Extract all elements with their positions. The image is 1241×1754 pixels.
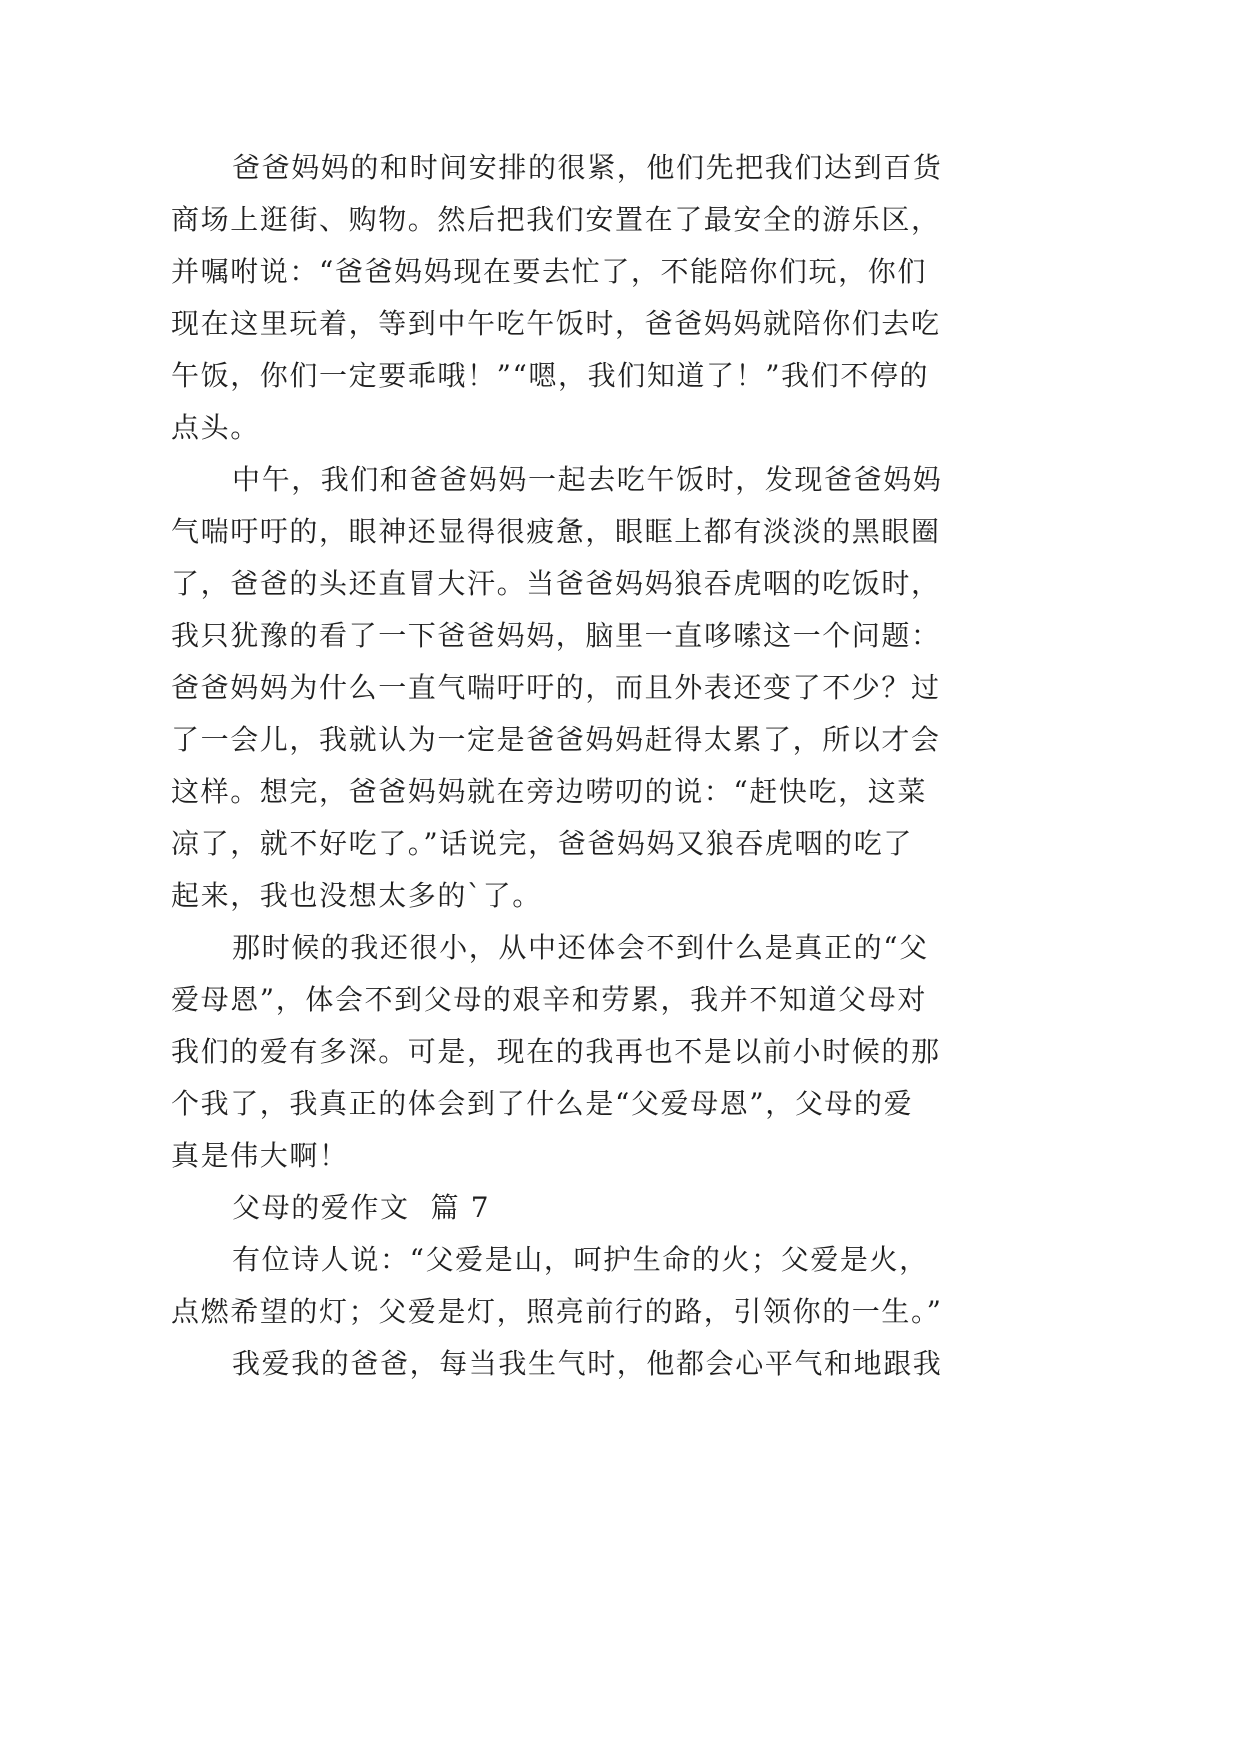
text-line: 我只犹豫的看了一下爸爸妈妈，脑里一直哆嗦这一个问题： [171, 619, 941, 652]
text-line: 现在这里玩着，等到中午吃午饭时，爸爸妈妈就陪你们去吃 [171, 307, 941, 340]
text-line: 气喘吁吁的，眼神还显得很疲惫，眼眶上都有淡淡的黑眼圈 [171, 515, 941, 548]
section-heading [171, 1182, 1001, 1234]
text-line: 爱母恩”，体会不到父母的艰辛和劳累，我并不知道父母对 [171, 983, 927, 1016]
text-line: 个我了，我真正的体会到了什么是“父爱母恩”，父母的爱 [171, 1087, 914, 1120]
text-line: 午饭，你们一定要乖哦！”“嗯，我们知道了！”我们不停的 [171, 359, 930, 392]
text-line: 商场上逛街、购物。然后把我们安置在了最安全的游乐区， [171, 203, 941, 236]
text-line: 这样。想完，爸爸妈妈就在旁边唠叨的说：“赶快吃，这菜 [171, 775, 927, 808]
document-body [171, 142, 1001, 1390]
text-line: 我们的爱有多深。可是，现在的我再也不是以前小时候的那 [171, 1035, 941, 1068]
text-line: 点燃希望的灯；父爱是灯，照亮前行的路，引领你的一生。” [171, 1295, 943, 1328]
text-line: 凉了，就不好吃了。”话说完，爸爸妈妈又狼吞虎咽的吃了 [171, 827, 913, 860]
text-line: 并嘱咐说：“爸爸妈妈现在要去忙了，不能陪你们玩，你们 [171, 255, 927, 288]
heading-text: 父母的爱作文 篇 7 [232, 1191, 491, 1224]
text-line: 中午，我们和爸爸妈妈一起去吃午饭时，发现爸爸妈妈 [232, 463, 943, 496]
text-line: 点头。 [171, 411, 260, 444]
text-line: 有位诗人说：“父爱是山，呵护生命的火；父爱是火， [232, 1243, 929, 1276]
paragraph [171, 142, 1001, 454]
text-line: 了，爸爸的头还直冒大汗。当爸爸妈妈狼吞虎咽的吃饭时， [171, 567, 941, 600]
text-line: 我爱我的爸爸，每当我生气时，他都会心平气和地跟我 [232, 1347, 943, 1380]
text-line: 真是伟大啊！ [171, 1139, 349, 1172]
text-line: 爸爸妈妈为什么一直气喘吁吁的，而且外表还变了不少？过 [171, 671, 941, 704]
text-line: 爸爸妈妈的和时间安排的很紧，他们先把我们达到百货 [232, 151, 943, 184]
text-line: 了一会儿，我就认为一定是爸爸妈妈赶得太累了，所以才会 [171, 723, 941, 756]
text-line: 起来，我也没想太多的`了。 [171, 879, 542, 912]
paragraph [171, 1234, 1001, 1338]
paragraph [171, 1338, 1001, 1390]
paragraph [171, 922, 1001, 1182]
text-line: 那时候的我还很小，从中还体会不到什么是真正的“父 [232, 931, 929, 964]
paragraph [171, 454, 1001, 922]
